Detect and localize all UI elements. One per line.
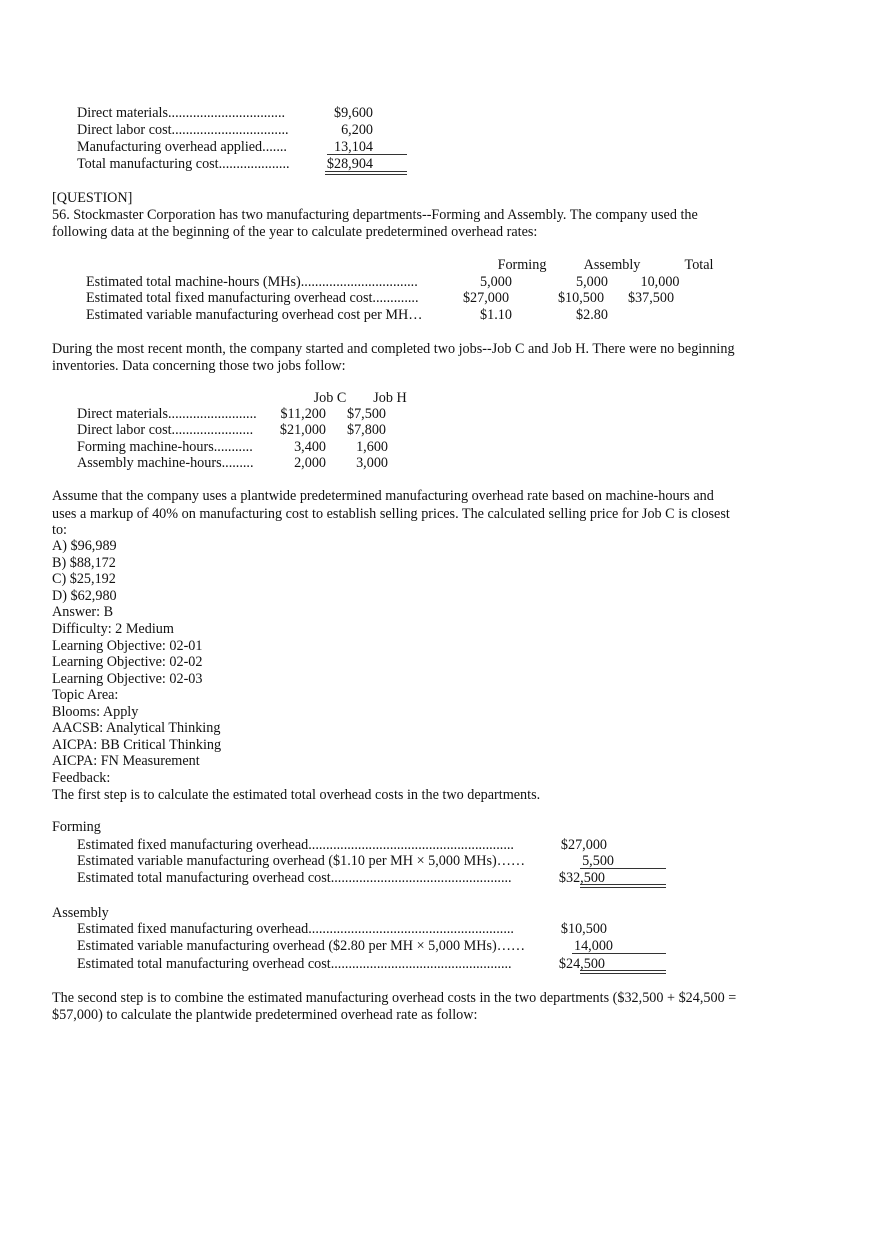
topic-line: Topic Area:	[52, 687, 119, 703]
jobs-cell-c: 3,400	[294, 439, 326, 455]
overhead-row-label: Estimated variable manufacturing overhead ($1.10 per MH × 5,000 MHs)……	[77, 853, 526, 869]
assume-line: uses a markup of 40% on manufacturing cost to establish selling prices. The calculated selling price for Job C is closest	[52, 506, 730, 522]
jobs-cell-h: $7,800	[346, 422, 386, 438]
subtotal-rule	[327, 154, 407, 155]
objective-line: Learning Objective: 02-01	[52, 638, 203, 654]
jobs-row-label: Forming machine-hours...........	[77, 439, 253, 455]
jobs-row-label: Assembly machine-hours.........	[77, 455, 254, 471]
top-row-label: Total manufacturing cost....................	[77, 156, 290, 172]
jobs-header-h: Job H	[373, 390, 407, 406]
dept-row-label: Estimated total machine-hours (MHs).................................	[86, 274, 418, 290]
overhead-row-label: Estimated fixed manufacturing overhead..........................................................	[77, 837, 514, 853]
top-row-label: Direct labor cost.................................	[77, 122, 289, 138]
dept-cell-total: 10,000	[640, 274, 680, 290]
aicpa-line: AICPA: FN Measurement	[52, 753, 200, 769]
assume-line: to:	[52, 522, 67, 538]
answer-line: Answer: B	[52, 604, 114, 620]
blooms-line: Blooms: Apply	[52, 704, 139, 720]
jobs-cell-c: 2,000	[294, 455, 326, 471]
feedback-label: Feedback:	[52, 770, 111, 786]
second-step-line: The second step is to combine the estimated manufacturing overhead costs in the two departments ($32,500 + $24,500 =	[52, 990, 737, 1006]
feedback-text: The first step is to calculate the estimated total overhead costs in the two departments.	[52, 787, 541, 803]
overhead-row-value: $32,500	[558, 870, 605, 886]
jobs-header-c: Job C	[313, 390, 347, 406]
dept-cell-assembly: $10,500	[557, 290, 605, 306]
dept-row-label: Estimated total fixed manufacturing overhead cost.............	[86, 290, 419, 306]
overhead-row-value: $27,000	[560, 837, 607, 853]
overhead-row-value: $24,500	[558, 956, 605, 972]
jobs-cell-h: $7,500	[346, 406, 386, 422]
jobs-row-label: Direct labor cost.......................	[77, 422, 254, 438]
overhead-row-label: Estimated total manufacturing overhead cost...................................................	[77, 956, 512, 972]
section-title: Assembly	[52, 905, 109, 921]
dept-header-assembly: Assembly	[583, 257, 641, 273]
objective-line: Learning Objective: 02-03	[52, 671, 203, 687]
objective-line: Learning Objective: 02-02	[52, 654, 203, 670]
top-row-value: $9,600	[333, 105, 373, 121]
choice-a: A) $96,989	[52, 538, 117, 554]
subtotal-rule	[580, 868, 666, 869]
question-tag: [QUESTION]	[52, 190, 133, 206]
top-row-label: Direct materials.................................	[77, 105, 286, 121]
jobs-cell-h: 3,000	[356, 455, 388, 471]
choice-b: B) $88,172	[52, 555, 116, 571]
top-row-label: Manufacturing overhead applied.......	[77, 139, 287, 155]
aacsb-line: AACSB: Analytical Thinking	[52, 720, 221, 736]
overhead-row-value: 14,000	[573, 938, 613, 954]
jobs-row-label: Direct materials.........................	[77, 406, 257, 422]
subtotal-rule	[572, 953, 666, 954]
question-intro: 56. Stockmaster Corporation has two manufacturing departments--Forming and Assembly. The company used the following data at the beginning of the year to calculate predetermined overhead rates:	[52, 207, 698, 240]
dept-cell-forming: 5,000	[480, 274, 512, 290]
total-double-rule	[580, 884, 666, 888]
jobs-cell-c: $11,200	[280, 406, 326, 422]
dept-cell-assembly: $2.80	[576, 307, 608, 323]
top-row-value: $28,904	[326, 156, 373, 172]
total-double-rule	[580, 970, 666, 974]
dept-row-label: Estimated variable manufacturing overhead cost per MH…	[86, 307, 423, 323]
assume-line: Assume that the company uses a plantwide predetermined manufacturing overhead rate based on machine-hours and	[52, 488, 714, 504]
overhead-row-label: Estimated total manufacturing overhead cost...................................................	[77, 870, 512, 886]
jobs-cell-h: 1,600	[356, 439, 388, 455]
choice-c: C) $25,192	[52, 571, 116, 587]
dept-header-forming: Forming	[497, 257, 547, 273]
jobs-intro: During the most recent month, the company started and completed two jobs--Job C and Job H. There were no beginning inventories. Data concerning those two jobs follow:	[52, 341, 735, 374]
total-double-rule	[325, 171, 407, 175]
choice-d: D) $62,980	[52, 588, 117, 604]
difficulty-line: Difficulty: 2 Medium	[52, 621, 174, 637]
dept-cell-forming: $1.10	[480, 307, 512, 323]
top-row-value: 13,104	[333, 139, 373, 155]
jobs-cell-c: $21,000	[279, 422, 326, 438]
overhead-row-value: $10,500	[560, 921, 607, 937]
dept-cell-forming: $27,000	[462, 290, 510, 306]
aicpa-line: AICPA: BB Critical Thinking	[52, 737, 222, 753]
overhead-row-label: Estimated fixed manufacturing overhead..........................................................	[77, 921, 514, 937]
dept-cell-total: $37,500	[627, 290, 675, 306]
section-title: Forming	[52, 819, 101, 835]
overhead-row-value: 5,500	[582, 853, 614, 869]
second-step-line: $57,000) to calculate the plantwide predetermined overhead rate as follow:	[52, 1007, 478, 1023]
dept-cell-assembly: 5,000	[576, 274, 608, 290]
top-row-value: 6,200	[341, 122, 373, 138]
dept-header-total: Total	[684, 257, 714, 273]
overhead-row-label: Estimated variable manufacturing overhead ($2.80 per MH × 5,000 MHs)……	[77, 938, 526, 954]
